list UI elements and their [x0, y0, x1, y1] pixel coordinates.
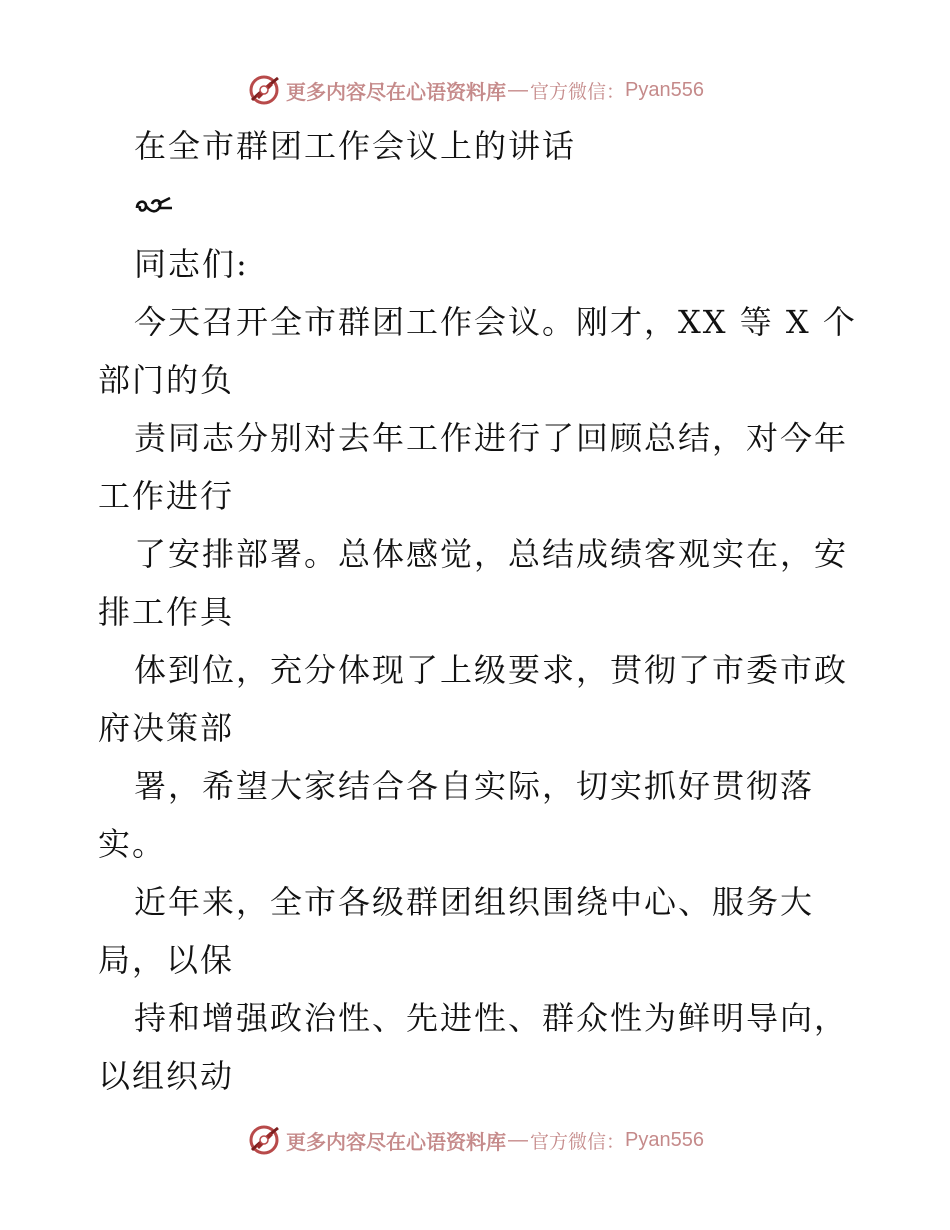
body-line: 府决策部 [98, 709, 235, 747]
body-line: 责同志分别对去年工作进行了回顾总结，对今年 [134, 419, 849, 457]
document-title: 在全市群团工作会议上的讲话 [134, 127, 577, 165]
footer-banner [0, 1118, 950, 1162]
banner-wechat-label: 官方微信： [530, 80, 626, 103]
body-line: 以组织动 [98, 1057, 235, 1095]
flourish-ornament-icon [134, 194, 174, 218]
body-line: 今天召开全市群团工作会议。刚才，XX 等 X 个 [134, 303, 857, 341]
salutation: 同志们: [134, 245, 249, 283]
body-line: 体到位，充分体现了上级要求，贯彻了市委市政 [134, 651, 849, 689]
body-line: 工作进行 [98, 477, 235, 515]
body-line: 持和增强政治性、先进性、群众性为鲜明导向， [134, 999, 849, 1037]
banner-dash: — [508, 1128, 528, 1151]
banner-dash: — [508, 78, 528, 101]
header-banner [0, 68, 950, 112]
body-line: 近年来，全市各级群团组织围绕中心、服务大 [134, 883, 815, 921]
body-line: 了安排部署。总体感觉，总结成绩客观实在，安 [134, 535, 849, 573]
banner-wechat-label: 官方微信： [530, 1130, 626, 1153]
banner-wechat-id: Pyan556 [625, 78, 704, 101]
body-line: 署，希望大家结合各自实际，切实抓好贯彻落 [134, 767, 815, 805]
body-line: 排工作具 [98, 593, 235, 631]
logo-icon [246, 72, 282, 108]
logo-icon [246, 1122, 282, 1158]
body-line: 局，以保 [98, 941, 235, 979]
body-line: 部门的负 [98, 361, 235, 399]
banner-wechat-id: Pyan556 [625, 1128, 704, 1151]
body-line: 实。 [98, 825, 167, 863]
banner-text: 更多内容尽在心语资料库 [286, 1129, 506, 1154]
banner-text: 更多内容尽在心语资料库 [286, 79, 506, 104]
